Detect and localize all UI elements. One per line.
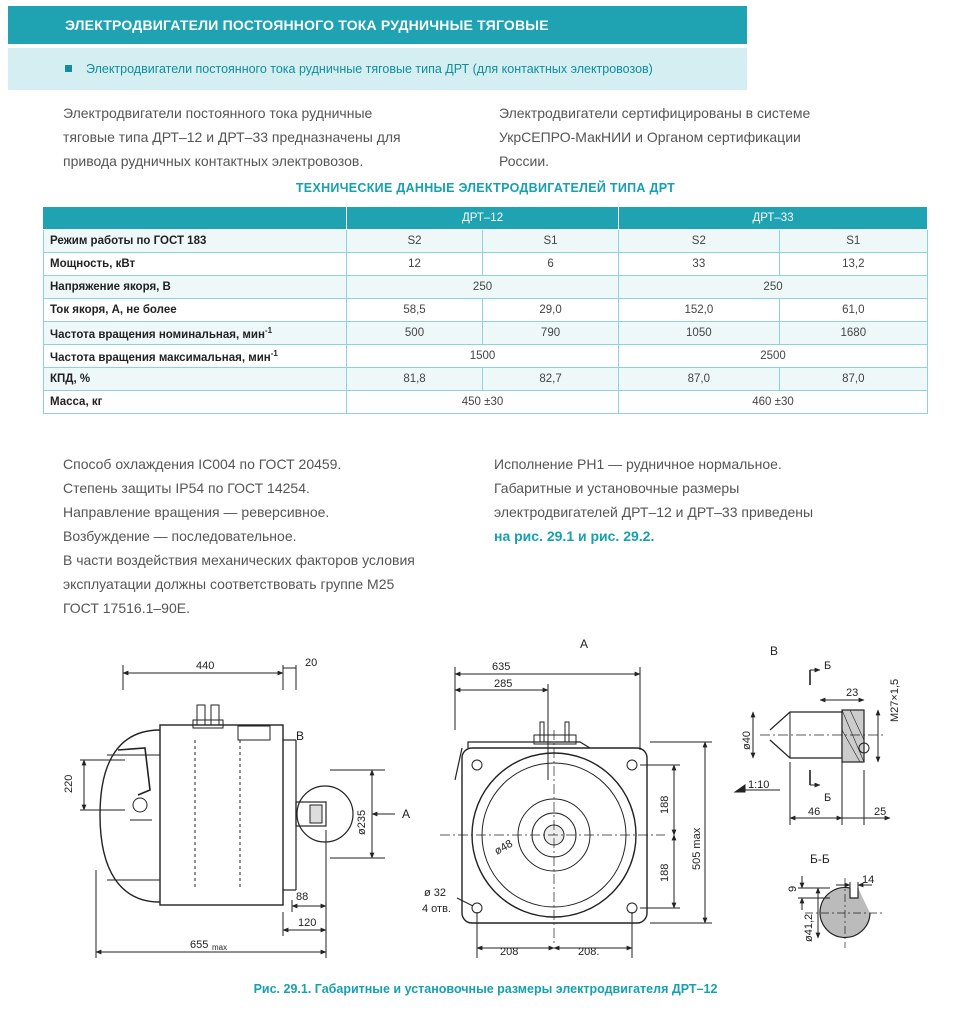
table-cell: 1500	[347, 345, 619, 368]
text-line: ГОСТ 17516.1–90Е.	[63, 600, 190, 616]
text-line: Направление вращения — реверсивное.	[63, 504, 330, 520]
dim-41: ø41,2	[803, 913, 815, 942]
table-cell: 87,0	[619, 368, 780, 391]
table-cell: 152,0	[619, 299, 780, 322]
dim-120: 120	[298, 917, 317, 929]
row-label: Мощность, кВт	[44, 253, 347, 276]
table-title: ТЕХНИЧЕСКИЕ ДАННЫЕ ЭЛЕКТРОДВИГАТЕЛЕЙ ТИПА ДРТ	[295, 181, 676, 195]
table-row	[44, 253, 928, 276]
text-line: УкрСЕПРО-МакНИИ и Органом сертификации	[499, 129, 801, 145]
table-cell: 13,2	[779, 253, 927, 276]
label-B-side: B	[296, 729, 305, 743]
row-label: Частота вращения максимальная, мин$^{-1}$	[44, 345, 347, 368]
row-label: Напряжение якоря, В	[44, 276, 347, 299]
dim-9: 9	[787, 885, 799, 892]
section-subheader	[8, 48, 747, 90]
row-label: Режим работы по ГОСТ 183	[44, 230, 347, 253]
table-cell: S1	[779, 230, 927, 253]
text-line: электродвигателей ДРТ–12 и ДРТ–33 приведены	[494, 504, 814, 520]
table-cell: 1680	[779, 322, 927, 345]
section-subtitle: Электродвигатели постоянного тока рудничные тяговые типа ДРТ (для контактных электровозов)	[86, 62, 653, 76]
table-row	[44, 391, 928, 414]
text-line: Электродвигатели постоянного тока рудничные	[63, 105, 373, 121]
row-label: Ток якоря, А, не более	[44, 299, 347, 322]
dim-14: 14	[862, 874, 875, 886]
row-label: Частота вращения номинальная, мин$^{-1}$	[44, 322, 347, 345]
spec-table	[43, 206, 928, 414]
table-cell: 6	[483, 253, 619, 276]
text-line: Электродвигатели сертифицированы в системе	[499, 105, 811, 121]
table-cell: S1	[483, 230, 619, 253]
text-line: Степень защиты IP54 по ГОСТ 14254.	[63, 480, 310, 496]
dim-48: ø48	[492, 837, 515, 858]
section-bb-view	[787, 852, 882, 948]
dim-655: 655	[190, 939, 209, 951]
text-line: Возбуждение — последовательное.	[63, 528, 297, 544]
row-label: КПД, %	[44, 368, 347, 391]
dim-188-top: 188	[659, 795, 671, 814]
table-cell: 460 ±30	[619, 391, 928, 414]
dim-440: 440	[196, 660, 215, 672]
label-B-detail: B	[770, 644, 779, 658]
side-view	[63, 657, 410, 958]
figure-reference: на рис. 29.1 и рис. 29.2.	[494, 528, 655, 544]
row-label: Масса, кг	[44, 391, 347, 414]
header-blank-cell	[44, 207, 347, 230]
text-line: Способ охлаждения IC004 по ГОСТ 20459.	[63, 456, 342, 472]
square-bullet-icon	[65, 65, 72, 72]
text-line: России.	[499, 153, 550, 169]
text-line: привода рудничных контактных электровозов.	[63, 153, 364, 169]
section-mark-top: Б	[824, 660, 832, 672]
table-cell: 250	[347, 276, 619, 299]
table-cell: 2500	[619, 345, 928, 368]
section-header	[8, 6, 747, 44]
table-cell: 61,0	[779, 299, 927, 322]
dim-188-bottom: 188	[659, 863, 671, 882]
table-cell: 82,7	[483, 368, 619, 391]
table-row	[44, 322, 928, 345]
holes-note: 4 отв.	[422, 903, 451, 915]
notes-left-paragraph	[63, 452, 415, 620]
table-cell: 250	[619, 276, 928, 299]
table-cell: 450 ±30	[347, 391, 619, 414]
dim-208-right: 208.	[578, 946, 600, 958]
section-title: ЭЛЕКТРОДВИГАТЕЛИ ПОСТОЯННОГО ТОКА РУДНИЧНЫЕ ТЯГОВЫЕ	[65, 17, 549, 33]
table-header-row	[44, 207, 928, 230]
dim-46: 46	[808, 806, 821, 818]
table-cell: 33	[619, 253, 780, 276]
figure-caption: Рис. 29.1. Габаритные и установочные размеры электродвигателя ДРТ–12	[253, 982, 718, 996]
table-row	[44, 368, 928, 391]
dimension-drawing	[0, 630, 971, 975]
text-line: Исполнение РН1 — рудничное нормальное.	[494, 456, 782, 472]
table-row	[44, 299, 928, 322]
table-cell: 12	[347, 253, 483, 276]
text-line: В части воздействия механических факторов условия	[63, 552, 415, 568]
text-line: тяговые типа ДРТ–12 и ДРТ–33 предназначены для	[63, 129, 401, 145]
label-A-side: A	[402, 807, 411, 821]
dim-635: 635	[492, 661, 511, 673]
dim-23: 23	[846, 687, 859, 699]
table-cell: S2	[619, 230, 780, 253]
dim-505: 505 max	[691, 827, 703, 870]
taper-ratio: 1:10	[748, 779, 770, 791]
table-cell: 29,0	[483, 299, 619, 322]
intro-left-paragraph	[63, 101, 401, 173]
dim-208-left: 208	[500, 946, 519, 958]
dim-40: ø40	[741, 731, 753, 750]
dim-m27: M27×1,5	[889, 678, 901, 722]
table-row	[44, 345, 928, 368]
dim-32: ø 32	[424, 887, 447, 899]
table-cell: 58,5	[347, 299, 483, 322]
dim-285: 285	[494, 678, 513, 690]
notes-right-paragraph	[494, 452, 813, 548]
table-cell: S2	[347, 230, 483, 253]
header-model-drt12: ДРТ–12	[347, 207, 619, 230]
section-title: Б-Б	[810, 852, 830, 866]
header-model-drt33: ДРТ–33	[619, 207, 928, 230]
front-view	[422, 637, 712, 958]
section-mark-bottom: Б	[824, 792, 832, 804]
text-line: эксплуатации должны соответствовать группе М25	[63, 576, 395, 592]
table-row	[44, 230, 928, 253]
dim-88: 88	[296, 891, 309, 903]
dim-655-max: max	[212, 943, 228, 952]
dim-25: 25	[874, 806, 887, 818]
dim-235: ø235	[356, 809, 368, 835]
table-row	[44, 276, 928, 299]
intro-right-paragraph	[499, 101, 810, 173]
table-cell: 81,8	[347, 368, 483, 391]
table-cell: 87,0	[779, 368, 927, 391]
table-cell: 500	[347, 322, 483, 345]
dim-20: 20	[305, 657, 318, 669]
table-cell: 790	[483, 322, 619, 345]
detail-b-view	[735, 644, 901, 825]
dim-220: 220	[63, 774, 75, 793]
table-cell: 1050	[619, 322, 780, 345]
label-A-front: A	[580, 637, 589, 651]
text-line: Габаритные и установочные размеры	[494, 480, 740, 496]
